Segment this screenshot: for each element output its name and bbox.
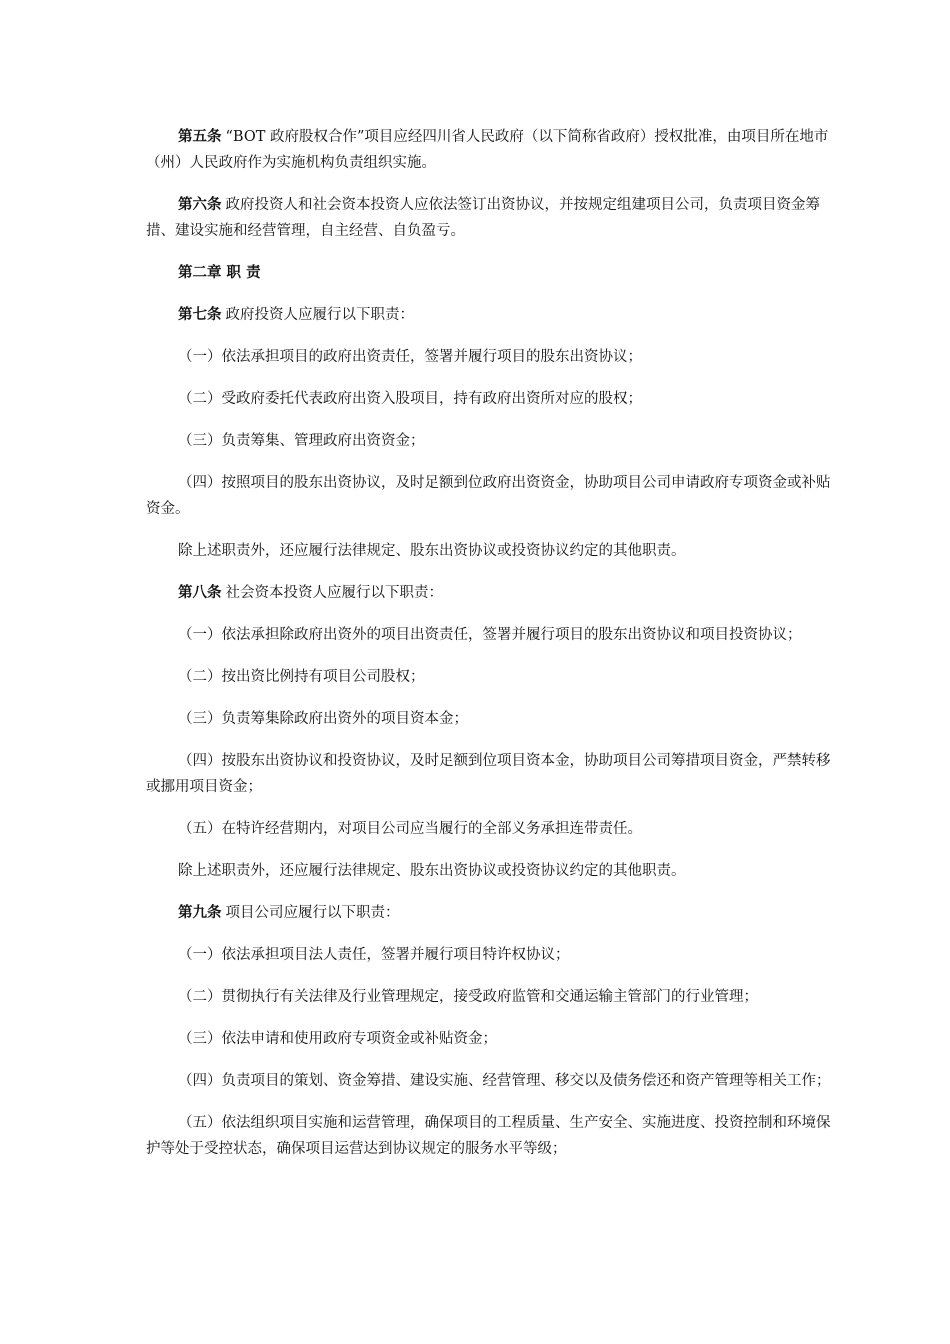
clause-note: 除上述职责外，还应履行法律规定、股东出资协议或投资协议约定的其他职责。 (178, 543, 686, 559)
article-text: 政府投资人和社会资本投资人应依法签订出资协议，并按规定组建项目公司，负责项目资金筹措、建设实施和经营管理，自主经营、自负盈亏。 (146, 197, 820, 239)
clause-item: （四）按照项目的股东出资协议，及时足额到位政府出资资金，协助项目公司申请政府专项资金或补贴资金。 (146, 475, 831, 517)
document-body (146, 124, 836, 1178)
clause-item: （一）依法承担项目法人责任，签署并履行项目特许权协议； (178, 947, 570, 963)
clause-item: （一）依法承担项目的政府出资责任，签署并履行项目的股东出资协议； (178, 349, 642, 365)
article-heading: 第六条 (178, 197, 222, 213)
article-text: 社会资本投资人应履行以下职责： (225, 585, 443, 601)
article-heading: 第五条 (178, 129, 222, 145)
article-heading: 第八条 (178, 585, 222, 601)
article-text: 项目公司应履行以下职责： (225, 905, 400, 921)
clause-item: （五）依法组织项目实施和运营管理，确保项目的工程质量、生产安全、实施进度、投资控制和环境保护等处于受控状态，确保项目运营达到协议规定的服务水平等级； (146, 1115, 831, 1157)
clause-item: （四）按股东出资协议和投资协议，及时足额到位项目资本金，协助项目公司筹措项目资金，严禁转移或挪用项目资金； (146, 753, 831, 795)
chapter-title: 第二章 职 责 (178, 265, 261, 281)
clause-item: （四）负责项目的策划、资金筹措、建设实施、经营管理、移交以及债务偿还和资产管理等相关工作； (178, 1073, 831, 1089)
clause-item: （二）按出资比例持有项目公司股权； (178, 669, 425, 685)
clause-item: （一）依法承担除政府出资外的项目出资责任，签署并履行项目的股东出资协议和项目投资协议； (178, 627, 802, 643)
clause-note: 除上述职责外，还应履行法律规定、股东出资协议或投资协议约定的其他职责。 (178, 863, 686, 879)
clause-item: （三）负责筹集、管理政府出资资金； (178, 433, 425, 449)
article-8 (146, 580, 836, 606)
clause-item: （二）受政府委托代表政府出资入股项目，持有政府出资所对应的股权； (178, 391, 642, 407)
article-9 (146, 900, 836, 926)
article-heading: 第九条 (178, 905, 222, 921)
clause-item: （五）在特许经营期内，对项目公司应当履行的全部义务承担连带责任。 (178, 821, 642, 837)
clause-item: （三）负责筹集除政府出资外的项目资本金； (178, 711, 468, 727)
clause-item: （二）贯彻执行有关法律及行业管理规定，接受政府监管和交通运输主管部门的行业管理； (178, 989, 758, 1005)
article-7 (146, 302, 836, 328)
article-6 (146, 192, 836, 244)
article-text: 政府投资人应履行以下职责： (225, 307, 414, 323)
article-text: “BOT 政府股权合作”项目应经四川省人民政府（以下简称省政府）授权批准，由项目所在地市（州）人民政府作为实施机构负责组织实施。 (146, 129, 829, 171)
clause-item: （三）依法申请和使用政府专项资金或补贴资金； (178, 1031, 497, 1047)
article-5 (146, 124, 836, 176)
article-heading: 第七条 (178, 307, 222, 323)
